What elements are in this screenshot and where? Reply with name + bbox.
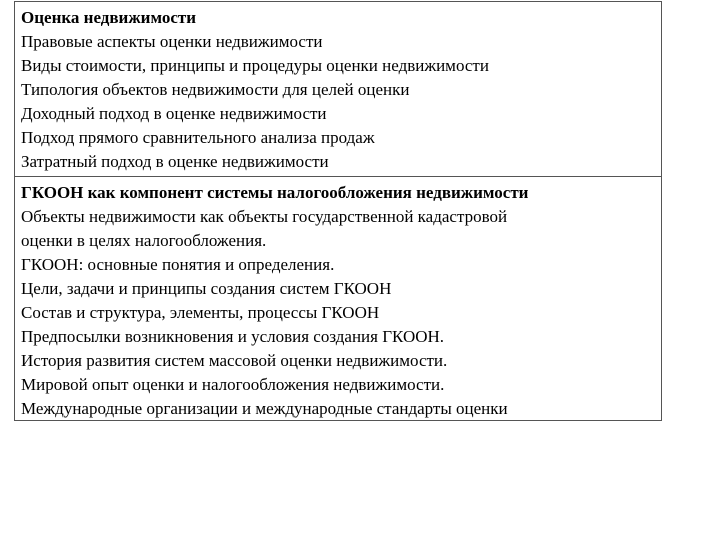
section1-line-1: Правовые аспекты оценки недвижимости [21,32,323,51]
section2-line-9: Международные организации и международные стандарты оценки [21,399,508,418]
section1-line-4: Доходный подход в оценке недвижимости [21,104,327,123]
section2-line-1: Объекты недвижимости как объекты государственной кадастровой [21,207,508,226]
section2-title: ГКООН как компонент системы налогообложения недвижимости [21,183,529,202]
section1-line-3: Типология объектов недвижимости для целей оценки [21,80,410,99]
section2-line-7: История развития систем массовой оценки недвижимости. [21,351,448,370]
section2-line-8: Мировой опыт оценки и налогообложения недвижимости. [21,375,445,394]
section2-line-6: Предпосылки возникновения и условия создания ГКООН. [21,327,445,346]
section2-line-3: ГКООН: основные понятия и определения. [21,255,335,274]
section1-line-6: Затратный подход в оценке недвижимости [21,152,329,171]
section-gkoon [15,177,661,420]
section2-line-4: Цели, задачи и принципы создания систем ГКООН [21,279,392,298]
section1-title: Оценка недвижимости [21,8,197,27]
section2-line-5: Состав и структура, элементы, процессы ГКООН [21,303,380,322]
section1-line-5: Подход прямого сравнительного анализа продаж [21,128,375,147]
section1-line-2: Виды стоимости, принципы и процедуры оценки недвижимости [21,56,489,75]
content-table [14,1,662,421]
section2-line-2: оценки в целях налогообложения. [21,231,267,250]
section-real-estate-valuation [15,2,661,177]
